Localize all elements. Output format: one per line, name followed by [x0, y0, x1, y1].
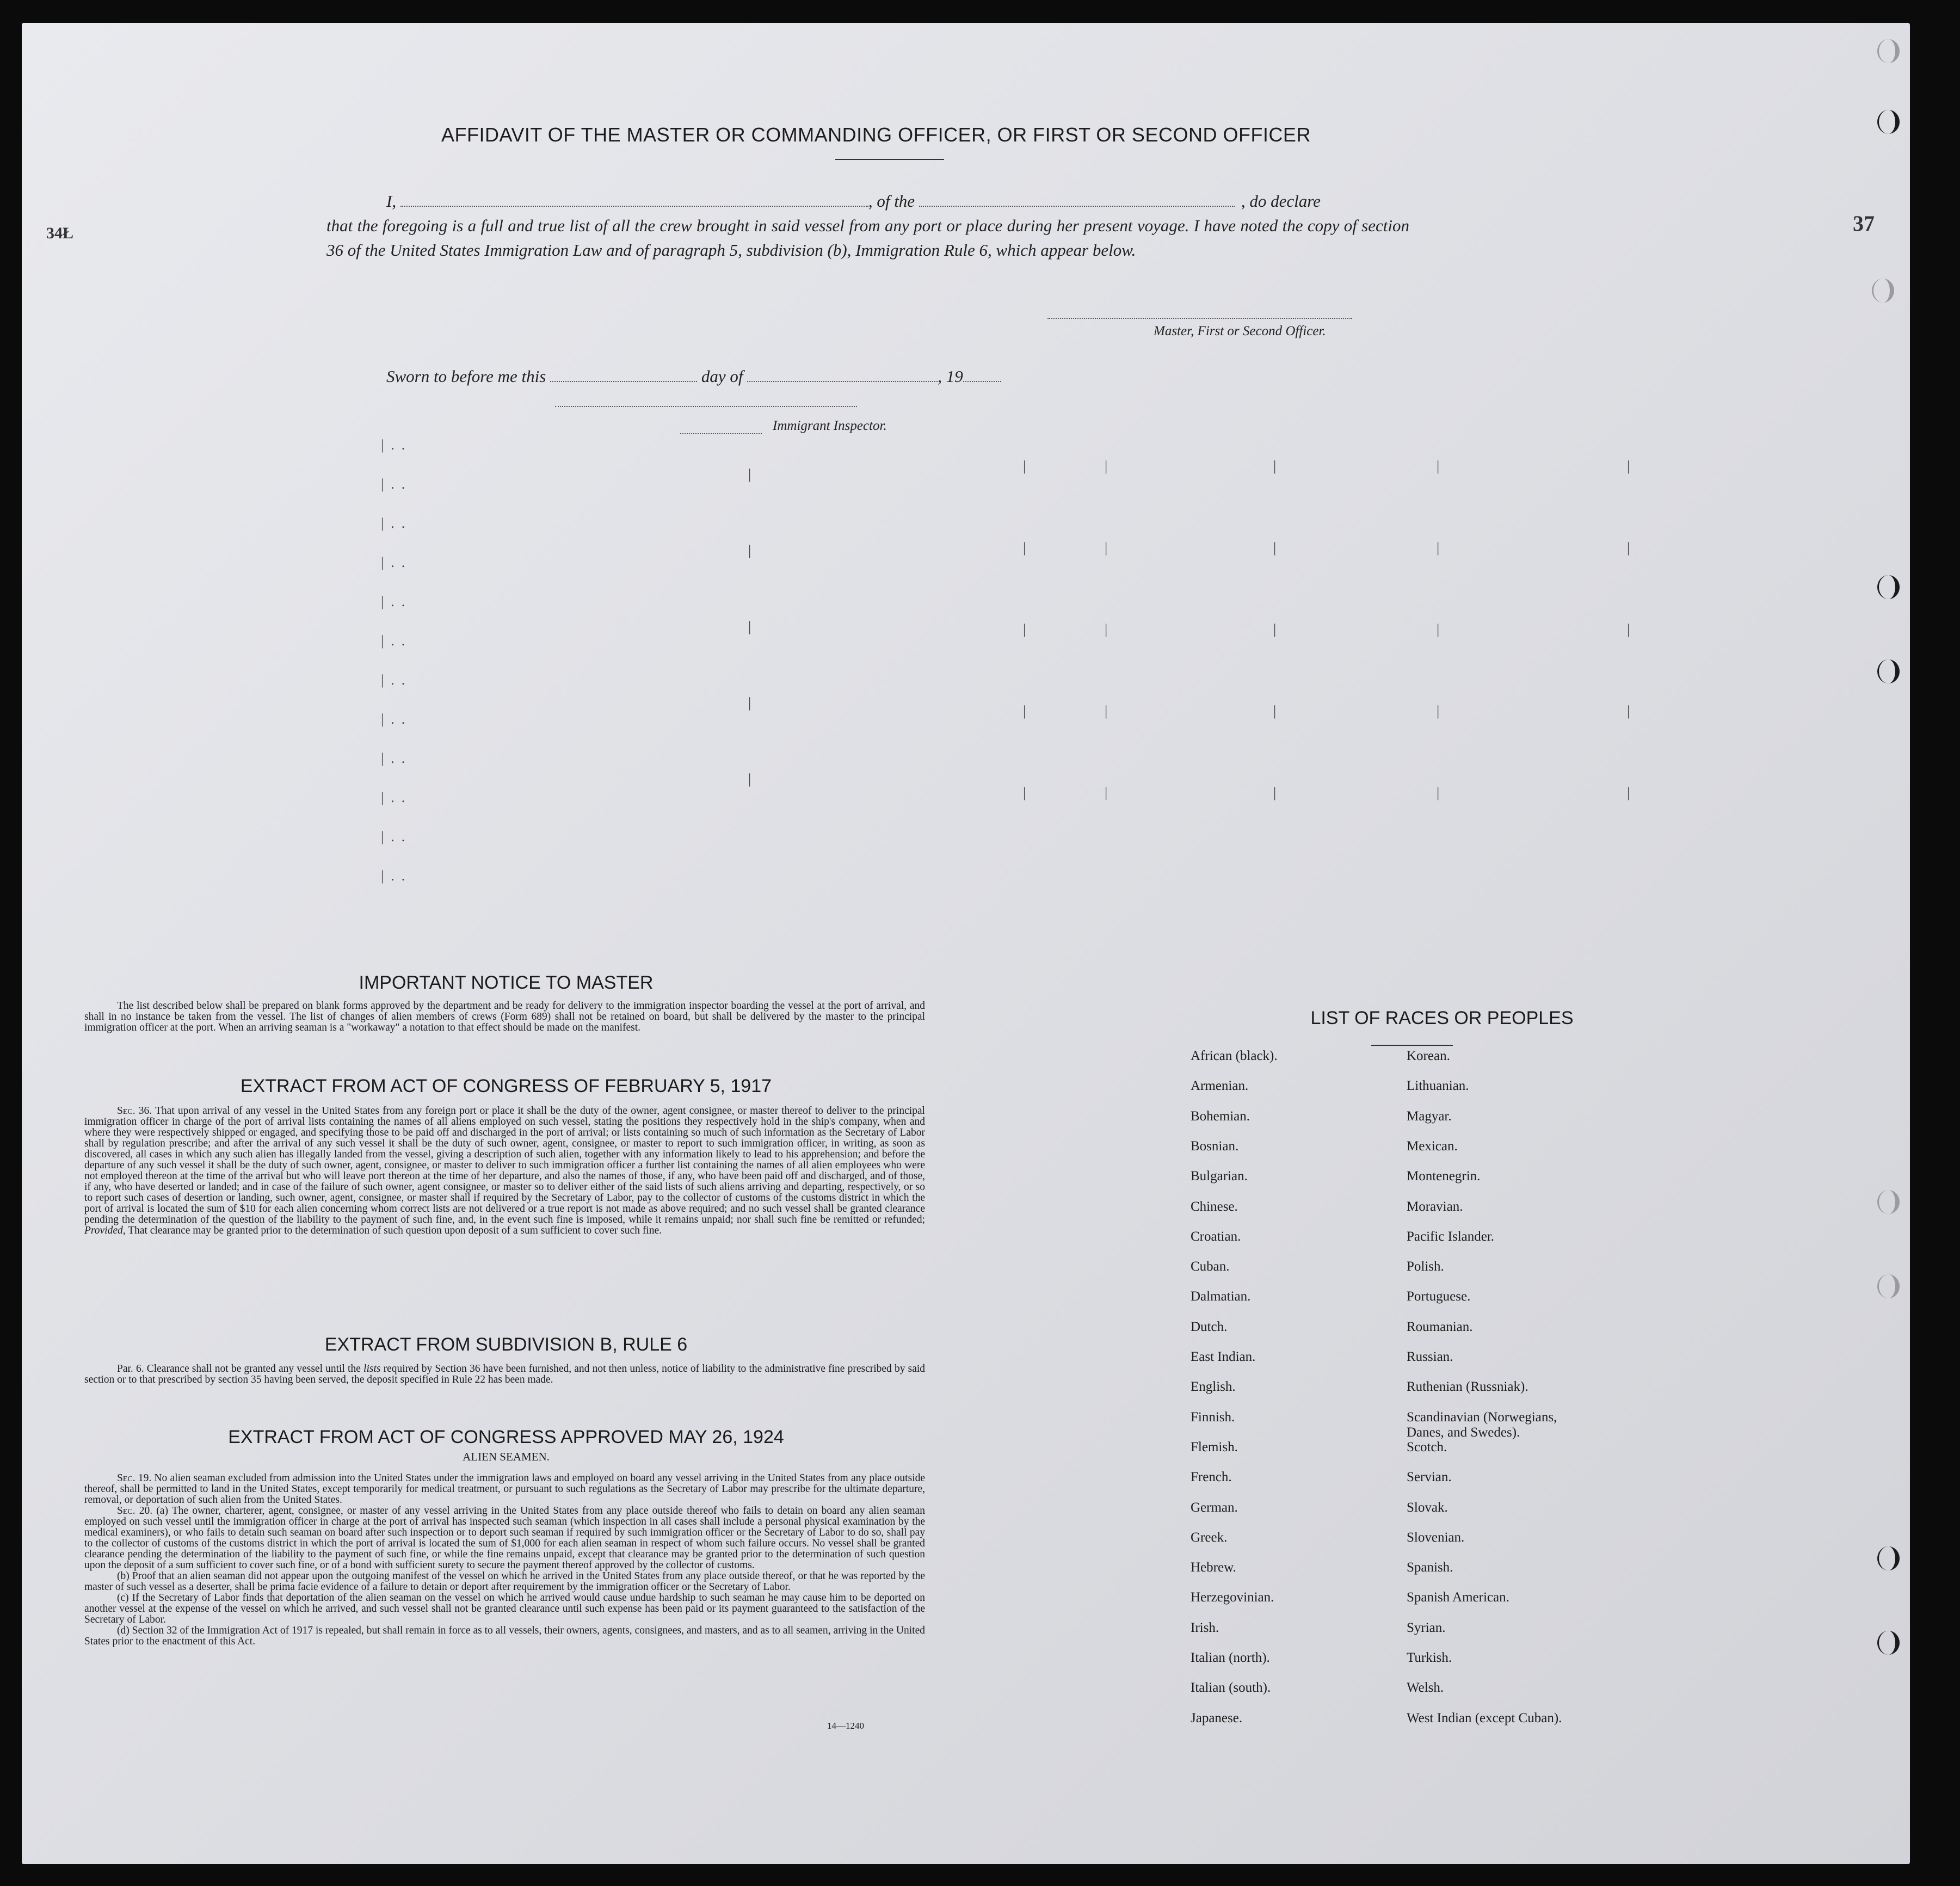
- column-ticks: | | | | |: [1023, 458, 1026, 800]
- proviso-text: That clearance may be granted prior to the determination of such question upon deposit of a sum sufficient to cover such fine.: [128, 1225, 662, 1236]
- races-title: LIST OF RACES OR PEOPLES: [1310, 1008, 1574, 1028]
- sworn-month-field[interactable]: [747, 367, 938, 382]
- race-item: Spanish.: [1407, 1560, 1453, 1575]
- race-item: Polish.: [1407, 1259, 1444, 1274]
- master-signature-line[interactable]: [1047, 317, 1352, 319]
- race-item: Greek.: [1191, 1530, 1228, 1545]
- extract-1917-text: [84, 1106, 925, 1236]
- sec19-label: Sec. 19.: [117, 1472, 152, 1484]
- race-item: Syrian.: [1407, 1620, 1446, 1635]
- race-item: Russian.: [1407, 1349, 1453, 1364]
- race-item: African (black).: [1191, 1049, 1278, 1063]
- notice-text: [84, 1001, 925, 1033]
- race-item: Spanish American.: [1407, 1590, 1509, 1605]
- race-item: English.: [1191, 1379, 1236, 1395]
- column-ticks: | | | | |: [1627, 458, 1630, 800]
- sworn-day-label: day of: [701, 367, 743, 386]
- race-item: Cuban.: [1191, 1259, 1230, 1274]
- sworn-year-label: , 19: [938, 367, 963, 386]
- race-item: Slovak.: [1407, 1500, 1448, 1515]
- race-item: Scandinavian (Norwegians, Danes, and Swedes).: [1407, 1409, 1557, 1440]
- race-item: Croatian.: [1191, 1229, 1241, 1244]
- binder-hole: [1877, 660, 1900, 683]
- binder-hole: [1877, 1546, 1900, 1570]
- column-ticks: | | | | |: [1273, 458, 1277, 800]
- race-item: Portuguese.: [1407, 1289, 1471, 1304]
- master-name-field[interactable]: [400, 192, 868, 207]
- affidavit-title: AFFIDAVIT OF THE MASTER OR COMMANDING OFFICER, OR FIRST OR SECOND OFFICER: [441, 124, 1311, 146]
- race-item: Scotch.: [1407, 1439, 1447, 1454]
- race-item: Italian (south).: [1191, 1680, 1271, 1696]
- race-item: Chinese.: [1191, 1199, 1238, 1214]
- affidavit-text: [326, 189, 1409, 262]
- race-item: Moravian.: [1407, 1199, 1463, 1214]
- column-ticks: | . . | . . | . . | . . | . . | . . | . . | . . | . . | . . | . . | . .: [381, 437, 405, 884]
- form-number: 14—1240: [827, 1721, 864, 1731]
- column-ticks: | | | | |: [1105, 458, 1108, 800]
- race-item: Irish.: [1191, 1620, 1219, 1635]
- extract-1924-subtitle: ALIEN SEAMEN.: [463, 1450, 550, 1463]
- affidavit-body: that the foregoing is a full and true list of all the crew brought in said vessel from any port or place during her present voyage. I have noted the copy of section 36 of the United States Immigration Law and of paragraph 5, subdivision (b), Immigration Rule 6, which appear below.: [326, 216, 1409, 260]
- race-item: Dutch.: [1191, 1319, 1228, 1334]
- binder-hole: [1877, 110, 1900, 134]
- race-item: Bohemian.: [1191, 1108, 1250, 1124]
- race-item: Finnish.: [1191, 1409, 1235, 1425]
- sec20b-text: (b) Proof that an alien seaman did not appear upon the outgoing manifest of the vessel on which he arrived in the United States from any place outside thereof, or that he was reported by the master of such vessel as a deserter, shall be prima facie evidence of a failure to detain or deport after requirement by the immigration officer or the Secretary of Labor.: [84, 1570, 925, 1593]
- race-item: Welsh.: [1407, 1680, 1444, 1696]
- race-item: Montenegrin.: [1407, 1169, 1481, 1184]
- sec20a-text: (a) The owner, charterer, agent, consignee, or master of any vessel arriving in the United States from any place outside thereof who fails to detain on board any alien seaman employed on such vessel until the immigration officer in charge at the port of arrival has inspected such seaman (which inspection in all cases shall include a personal physical examination by the medical examiners), or who fails to detain such seaman on board after such inspection or to deport such seaman if required by such immigration officer or the Secretary of Labor to do so, shall pay to the collector of customs of the customs district in which the port of arrival is located the sum of $1,000 for each alien seaman in respect of whom such failure occurs. No vessel shall be granted clearance pending the determination of the liability to the payment of such fine, or while the fine remains unpaid, except that clearance may be granted prior to the determination of such question upon the deposit of a sum sufficient to cover such fine, or of a bond with sufficient surety to secure the payment thereof approved by the collector of customs.: [84, 1505, 926, 1571]
- race-item: Flemish.: [1191, 1439, 1238, 1454]
- margin-note-left: 34Ł: [46, 224, 74, 242]
- sec20d-text: (d) Section 32 of the Immigration Act of 1917 is repealed, but shall remain in force as to all vessels, their owners, agents, consignees, and masters, and as to all seamen, arriving in the United States prior to the enactment of this Act.: [84, 1625, 925, 1647]
- race-item: East Indian.: [1191, 1349, 1256, 1364]
- race-item: Hebrew.: [1191, 1560, 1236, 1575]
- race-item: Bulgarian.: [1191, 1169, 1248, 1184]
- rule6-lists-word: lists: [363, 1363, 381, 1375]
- sworn-day-field[interactable]: [550, 367, 697, 382]
- binder-hole: [1877, 1190, 1900, 1214]
- extract-1924-text: [84, 1473, 925, 1647]
- race-item: Lithuanian.: [1407, 1078, 1469, 1094]
- race-item: Servian.: [1407, 1470, 1452, 1485]
- race-item: Bosnian.: [1191, 1138, 1239, 1154]
- rule6-text-after: required by Section 36 have been furnished, and not then unless, notice of liability to the administrative fine prescribed by said section or to that prescribed by section 35 having been served, the deposit specified in Rule 22 has been made.: [84, 1363, 926, 1385]
- binder-hole: [1877, 1631, 1900, 1655]
- inspector-prefix-line: [680, 432, 762, 434]
- binder-hole: [1877, 39, 1900, 63]
- column-ticks: | | | | |: [1437, 458, 1440, 800]
- sworn-year-field[interactable]: [963, 367, 1001, 382]
- sec19-text: No alien seaman excluded from admission into the United States under the immigration laws and employed on board any vessel arriving in the United States from any place outside thereof, shall be permitted to land in the United States, except temporarily for medical treatment, or pursuant to such regulations as the Secretary of Labor may prescribe for the ultimate departure, removal, or deportation of such alien from the United States.: [84, 1472, 926, 1506]
- sec36-text: That upon arrival of any vessel in the United States from any foreign port or place it shall be the duty of the owner, agent consignee, or master thereof to deliver to the principal immigration officer in charge of the port of arrival lists containing the names of all aliens employed on such vessel, stating the positions they respectively hold in the ship's company, when and where they were respectively shipped or engaged, and specifying those to be paid off and discharged in the port of arrival; or lists containing so much of such information as the Secretary of Labor shall by regulation prescribe; and after the arrival of any such vessel it shall be the duty of such owner, agent, consignee, or master to report to such immigration officer, in writing, as soon as discovered, all cases in which any such alien has illegally landed from the vessel, giving a description of such alien, together with any information likely to lead to his apprehension; and before the departure of any such vessel it shall be the duty of such owner, agent, consignee, or master to deliver to such immigration officer a further list containing the names of all alien employees who were not employed thereon at the time of the arrival but who will leave port thereon at the time of her departure, and also the names of those, if any, who have been paid off and discharged, and of those, if any, who have deserted or landed; and in case of the failure of such owner, agent consignee, or master so to deliver either of the said lists of such aliens arriving and departing, respectively, or so to report such cases of desertion or landing, such owner, agent, consignee, or master shall if required by the Secretary of Labor, pay to the collector of customs of the customs district in which the port of arrival is located the sum of $10 for each alien concerning whom correct lists are not delivered or a true report is not made as above required; and no such vessel shall be granted clearance pending the determination of the question of the liability to the payment of such fine, and, in the event such fine is imposed, while it remains unpaid; nor shall such fine be remitted or refunded;: [84, 1105, 925, 1225]
- extract-rule6-text: [84, 1364, 925, 1385]
- race-item: German.: [1191, 1500, 1238, 1515]
- sec36-label: Sec. 36.: [117, 1105, 152, 1117]
- proviso-label: Provided,: [84, 1225, 126, 1236]
- column-ticks: | | | | |: [748, 466, 751, 787]
- notice-title: IMPORTANT NOTICE TO MASTER: [359, 972, 654, 993]
- race-item: Roumanian.: [1407, 1319, 1473, 1334]
- affidavit-i: I,: [386, 192, 397, 211]
- binder-hole: [1877, 1274, 1900, 1298]
- sec20-label: Sec. 20.: [117, 1505, 153, 1517]
- race-item: Pacific Islander.: [1407, 1229, 1495, 1244]
- binder-hole: [1877, 575, 1900, 599]
- race-item: Japanese.: [1191, 1710, 1243, 1725]
- race-item: Italian (north).: [1191, 1650, 1270, 1665]
- sworn-line: [386, 367, 1001, 386]
- sec20c-text: (c) If the Secretary of Labor finds that deportation of the alien seaman on the vessel on which he arrived would cause undue hardship to such seaman he may cause him to be deported on another vessel at the expense of the vessel on which he arrived, and such vessel shall not be granted clearance until such expense has been paid or its payment guaranteed to the satisfaction of the Secretary of Labor.: [84, 1592, 925, 1625]
- vessel-name-field[interactable]: [919, 192, 1235, 207]
- extract-1917-title: EXTRACT FROM ACT OF CONGRESS OF FEBRUARY 5, 1917: [240, 1076, 772, 1096]
- margin-note-right: 37: [1853, 211, 1875, 236]
- affidavit-declare: , do declare: [1241, 192, 1321, 211]
- race-item: Turkish.: [1407, 1650, 1452, 1665]
- race-item: French.: [1191, 1470, 1232, 1485]
- form-page: [22, 23, 1910, 1864]
- race-item: Ruthenian (Russniak).: [1407, 1379, 1528, 1395]
- extract-1924-title: EXTRACT FROM ACT OF CONGRESS APPROVED MAY 26, 1924: [228, 1427, 784, 1447]
- race-item: Korean.: [1407, 1049, 1450, 1063]
- race-item: Dalmatian.: [1191, 1289, 1251, 1304]
- binder-hole: [1872, 279, 1894, 303]
- inspector-caption: Immigrant Inspector.: [773, 418, 887, 433]
- title-underline: [835, 159, 944, 160]
- race-item: West Indian (except Cuban).: [1407, 1710, 1562, 1725]
- sworn-prefix: Sworn to before me this: [386, 367, 546, 386]
- race-item: Mexican.: [1407, 1138, 1458, 1154]
- race-item: Herzegovinian.: [1191, 1590, 1274, 1605]
- master-signature-caption: Master, First or Second Officer.: [1154, 324, 1326, 338]
- affidavit-of: , of the: [868, 192, 915, 211]
- race-item: Magyar.: [1407, 1108, 1452, 1124]
- notice-paragraph: The list described below shall be prepared on blank forms approved by the department and be ready for delivery to the immigration inspector boarding the vessel at the port of arrival, and shall in no instance be taken from the vessel. The list of changes of alien members of crews (Form 689) shall not be retained on board, but shall be delivered by the master to the principal immigration officer at the port. When an arriving seaman is a "workaway" a notation to that effect should be made on the manifest.: [84, 1000, 925, 1033]
- race-item: Slovenian.: [1407, 1530, 1465, 1545]
- rule6-text-before: Par. 6. Clearance shall not be granted any vessel until the: [117, 1363, 361, 1375]
- extract-rule6-title: EXTRACT FROM SUBDIVISION B, RULE 6: [324, 1334, 688, 1355]
- race-item: Armenian.: [1191, 1078, 1249, 1094]
- races-title-underline: [1371, 1045, 1453, 1046]
- inspector-signature-line[interactable]: [555, 405, 857, 407]
